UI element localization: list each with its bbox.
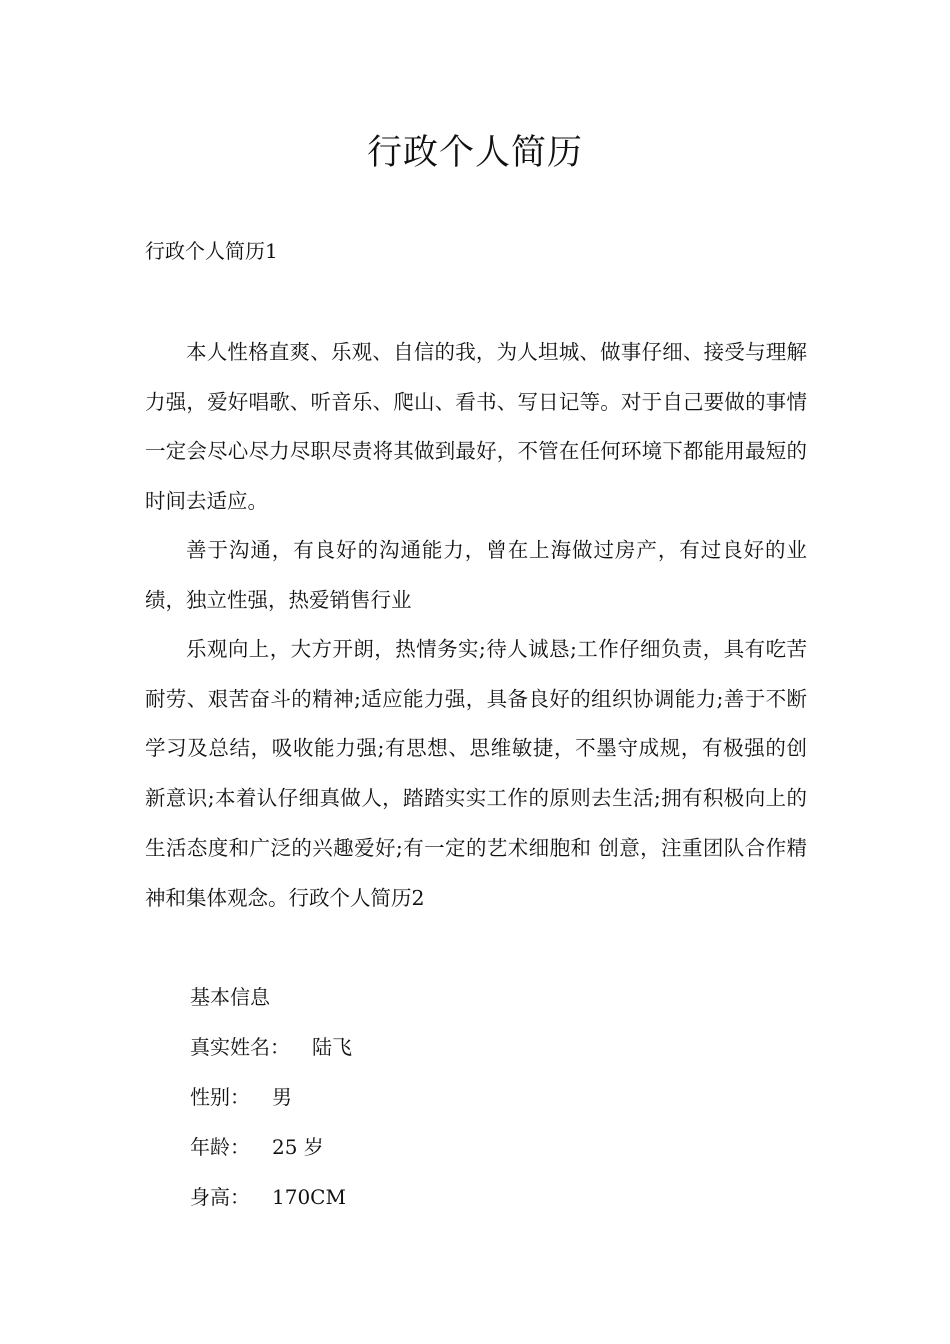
name-label: 真实姓名： (190, 1035, 290, 1059)
age-value: 25 岁 (272, 1135, 324, 1159)
paragraph-communication: 善于沟通，有良好的沟通能力，曾在上海做过房产，有过良好的业绩，独立性强，热爱销售行业 (145, 538, 807, 612)
info-row-name (190, 1022, 352, 1072)
age-label: 年龄： (190, 1135, 250, 1159)
name-value: 陆飞 (312, 1035, 352, 1059)
document-title: 行政个人简历 (366, 133, 583, 173)
height-value: 170CM (272, 1185, 346, 1209)
basic-info-heading-text: 基本信息 (190, 985, 270, 1009)
section-heading-1: 行政个人简历1 (145, 239, 278, 263)
section-heading-2: 行政个人简历2 (288, 885, 425, 910)
paragraph-traits (145, 625, 807, 923)
height-label: 身高： (190, 1185, 250, 1209)
gender-label: 性别： (190, 1085, 250, 1109)
basic-info-heading (190, 972, 352, 1022)
paragraph-traits-text: 乐观向上，大方开朗，热情务实;待人诚恳;工作仔细负责，具有吃苦耐劳、艰苦奋斗的精神;适应能力强，具备良好的组织协调能力;善于不断学习及总结，吸收能力强;有思想、思维敏捷，不墨守成规，有极强的创新意识;本着认仔细真做人，踏踏实实工作的原则去生活;拥有积极向上的生活态度和广泛的兴趣爱好;有一定的艺术细胞和 创意，注重团队合作精神和集体观念。 (145, 637, 807, 910)
info-row-age (190, 1122, 352, 1172)
info-row-gender (190, 1072, 352, 1122)
gender-value: 男 (272, 1085, 292, 1109)
basic-info-list (190, 972, 352, 1222)
paragraph-personality: 本人性格直爽、乐观、自信的我，为人坦城、做事仔细、接受与理解力强，爱好唱歌、听音乐、爬山、看书、写日记等。对于自己要做的事情一定会尽心尽力尽职尽责将其做到最好，不管在任何环境下都能用最短的时间去适应。 (145, 340, 807, 514)
info-row-height (190, 1172, 352, 1222)
